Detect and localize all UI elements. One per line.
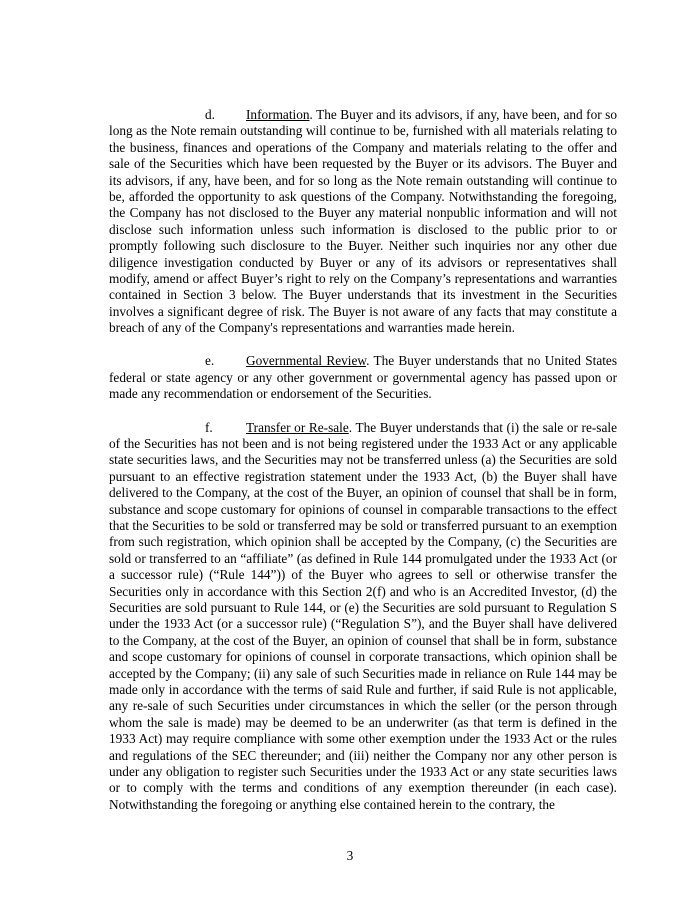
section-heading: Information — [246, 107, 310, 122]
section-label: d. — [205, 107, 215, 122]
section-label: e. — [205, 353, 215, 369]
section-text: . The Buyer understands that (i) the sale or re-sale of the Securities has not been and is not being registered under the 1933 Act or any applicable state securities laws, and the Securities may not be transferred unless (a) the Securities are sold pursuant to an effective registration statement under the 1933 Act, (b) the Buyer shall have delivered to the Company, at the cost of the Buyer, an opinion of counsel that shall be in form, substance and scope customary for opinions of counsel in comparable transactions to the effect that the Securities to be sold or transferred may be sold or transferred pursuant to an exemption from such registration, which opinion shall be accepted by the Company, (c) the Securities are sold or transferred to an “affiliate” (as defined in Rule 144 promulgated under the 1933 Act (or a successor rule) (“Rule 144”)) of the Buyer who agrees to sell or otherwise transfer the Securities only in accordance with this Section 2(f) and who is an Accredited Investor, (d) the Securities are sold pursuant to Rule 144, or (e) the Securities are sold pursuant to Regulation S under the 1933 Act (or a successor rule) (“Regulation S”), and the Buyer shall have delivered to the Company, at the cost of the Buyer, an opinion of counsel that shall be in form, substance and scope customary for opinions of counsel in corporate transactions, which opinion shall be accepted by the Company; (ii) any sale of such Securities made in reliance on Rule 144 may be made only in accordance with the terms of said Rule and further, if said Rule is not applicable, any re-sale of such Securities under circumstances in which the seller (or the person through whom the sale is made) may be deemed to be an underwriter (as that term is defined in the 1933 Act) may require compliance with some other exemption under the 1933 Act or the rules and regulations of the SEC thereunder; and (iii) neither the Company nor any other person is under any obligation to register such Securities under the 1933 Act or any state securities laws or to comply with the terms and conditions of any exemption thereunder (in each case). Notwithstanding the foregoing or anything else contained herein to the contrary, the — [109, 419, 617, 812]
section-d-information — [109, 107, 617, 337]
section-e-governmental-review — [109, 353, 617, 402]
section-heading: Transfer or Re-sale — [246, 419, 349, 435]
section-heading: Governmental Review — [246, 353, 367, 369]
section-text: . The Buyer and its advisors, if any, have been, and for so long as the Note remain outstanding will continue to be, furnished with all materials relating to the business, finances and operations of the Company and materials relating to the offer and sale of the Securities which have been requested by the Buyer or its advisors. The Buyer and its advisors, if any, have been, and for so long as the Note remain outstanding will continue to be, afforded the opportunity to ask questions of the Company. Notwithstanding the foregoing, the Company has not disclosed to the Buyer any material nonpublic information and will not disclose such information unless such information is disclosed to the public prior to or promptly following such disclosure to the Buyer. Neither such inquiries nor any other due diligence investigation conducted by Buyer or any of its advisors or representatives shall modify, amend or affect Buyer’s right to rely on the Company’s representations and warranties contained in Section 3 below. The Buyer understands that its investment in the Securities involves a significant degree of risk. The Buyer is not aware of any facts that may constitute a breach of any of the Company's representations and warranties made herein. — [109, 107, 617, 336]
section-f-transfer-or-resale — [109, 420, 617, 814]
document-body — [109, 107, 617, 830]
section-text: . The Buyer understands that no United States federal or state agency or any other government or governmental agency has passed upon or made any recommendation or endorsement of the Securities. — [109, 353, 617, 402]
page-number: 3 — [346, 848, 354, 863]
section-label: f. — [205, 419, 213, 435]
